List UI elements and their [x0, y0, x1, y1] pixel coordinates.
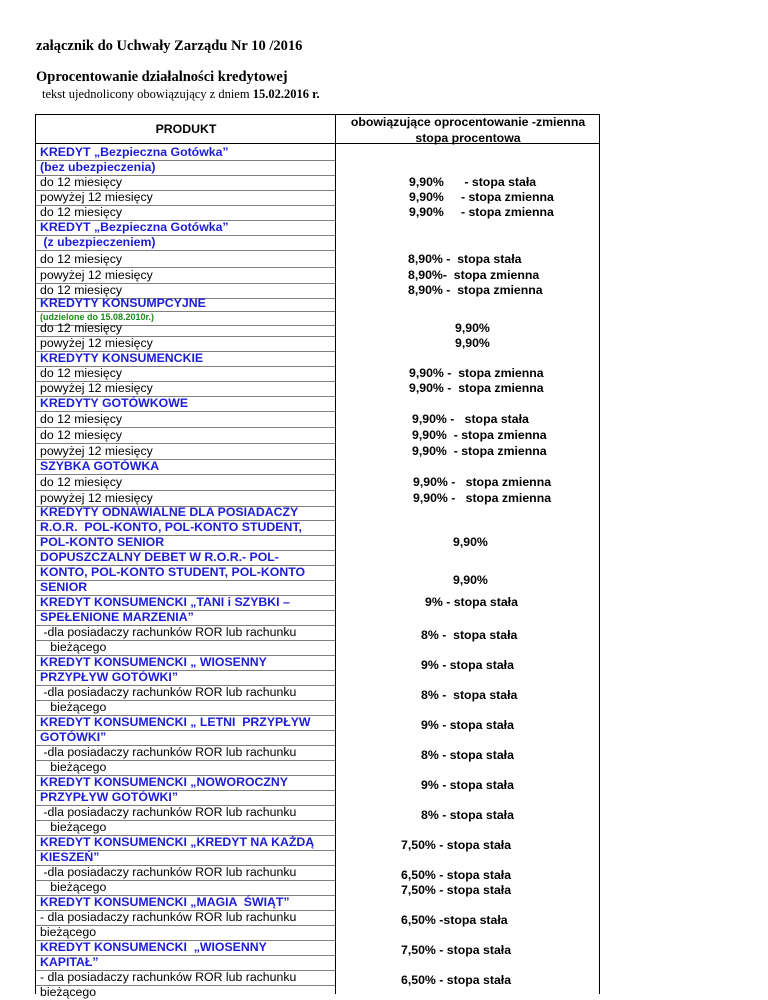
product-line: SPEŁENIONE MARZENIA” [40, 610, 194, 624]
rate-value: 8,90% - stopa stała [408, 252, 522, 266]
product-line: (udzielone do 15.08.2010r.) [40, 312, 155, 322]
product-line: POL-KONTO SENIOR [40, 535, 165, 549]
product-line: KREDYT KONSUMENCKI „KREDYT NA KAŻDĄ [40, 835, 315, 849]
product-line: PRZYPŁYW GOTÓWKI” [40, 790, 178, 804]
rate-value: 8,90% - stopa zmienna [408, 283, 543, 297]
product-line: bieżącego [40, 640, 107, 654]
rate-value: 9,90% - stopa zmienna [409, 190, 554, 204]
product-line: powyżej 12 miesięcy [40, 336, 153, 350]
rate-value: 8% - stopa stała [421, 688, 518, 702]
rate-value: 9,90% - stopa zmienna [409, 381, 544, 395]
effective-date: 15.02.2016 r. [252, 87, 320, 101]
product-line: powyżej 12 miesięcy [40, 268, 153, 282]
product-line: -dla posiadaczy rachunków ROR lub rachunku [40, 685, 297, 699]
product-line: KREDYT „Bezpieczna Gotówka” [40, 145, 229, 159]
rate-value: 8% - stopa stała [421, 808, 514, 822]
product-line: do 12 miesięcy [40, 475, 123, 489]
rate-value: 9,90% - stopa zmienna [412, 428, 547, 442]
rate-value: 6,50% -stopa stała [401, 913, 508, 927]
product-line: KREDYT „Bezpieczna Gotówka” [40, 220, 229, 234]
product-line: SENIOR [40, 580, 88, 594]
product-line: KREDYT KONSUMENCKI „TANI i SZYBKI – [40, 595, 290, 609]
product-line: KIESZEŃ” [40, 850, 100, 864]
product-line: powyżej 12 miesięcy [40, 381, 153, 395]
product-line: KREDYTY KONSUMENCKIE [40, 351, 204, 365]
rate-value: 9,90% - stopa stała [412, 412, 529, 426]
product-line: (bez ubezpieczenia) [40, 160, 156, 174]
rate-value: 7,50% - stopa stała [401, 883, 512, 897]
product-line: bieżącego [40, 880, 107, 894]
product-line: KREDYTY KONSUMPCYJNE [40, 296, 206, 310]
rate-value: 9,90% - stopa zmienna [413, 475, 552, 489]
product-line: R.O.R. POL-KONTO, POL-KONTO STUDENT, [40, 520, 302, 534]
product-line: -dla posiadaczy rachunków ROR lub rachunku [40, 805, 297, 819]
product-line: do 12 miesięcy [40, 412, 123, 426]
rate-value: 9,90% - stopa zmienna [409, 366, 544, 380]
document-subtitle: Oprocentowanie działalności kredytowej [36, 69, 288, 85]
rate-value: 9% - stopa stała [421, 778, 514, 792]
product-line: do 12 miesięcy [40, 252, 123, 266]
product-line: KREDYTY GOTÓWKOWE [40, 396, 189, 410]
product-line: do 12 miesięcy [40, 321, 123, 335]
product-line: - dla posiadaczy rachunków ROR lub rachunku [40, 910, 297, 924]
product-line: SZYBKA GOTÓWKA [40, 459, 160, 473]
product-line: powyżej 12 miesięcy [40, 491, 153, 505]
product-line: do 12 miesięcy [40, 175, 123, 189]
rate-value: 8% - stopa stała [421, 748, 514, 762]
product-line: -dla posiadaczy rachunków ROR lub rachunku [40, 745, 297, 759]
product-line: do 12 miesięcy [40, 205, 123, 219]
product-line: KREDYT KONSUMENCKI „WIOSENNY [40, 940, 267, 954]
rate-value: 9,90% - stopa zmienna [412, 444, 547, 458]
product-line: KREDYT KONSUMENCKI „MAGIA ŚWIĄT” [40, 895, 290, 909]
product-line: KREDYT KONSUMENCKI „ WIOSENNY [40, 655, 267, 669]
rate-value: 9% - stopa stała [421, 658, 514, 672]
rate-value: 9,90% - stopa zmienna [413, 491, 552, 505]
rate-value: 9% - stopa stała [425, 595, 518, 609]
product-line: bieżącego [40, 985, 97, 999]
product-column-header: PRODUKT [155, 122, 217, 136]
document-title: załącznik do Uchwały Zarządu Nr 10 /2016 [36, 38, 303, 54]
product-line: do 12 miesięcy [40, 366, 123, 380]
product-line: do 12 miesięcy [40, 428, 123, 442]
product-line: GOTÓWKI” [40, 730, 107, 744]
product-line: -dla posiadaczy rachunków ROR lub rachunku [40, 865, 297, 879]
product-line: KREDYTY ODNAWIALNE DLA POSIADACZY [40, 505, 299, 519]
product-line: bieżącego [40, 925, 97, 939]
rate-value: 9,90% [455, 321, 490, 335]
rate-column-header: obowiązujące oprocentowanie -zmienna stopa procentowa [350, 115, 586, 145]
product-line: powyżej 12 miesięcy [40, 190, 153, 204]
rate-value: 8,90%- stopa zmienna [408, 268, 540, 282]
product-line: KREDYT KONSUMENCKI „NOWOROCZNY [40, 775, 288, 789]
effective-prefix: tekst ujednolicony obowiązujący z dniem [42, 87, 253, 101]
product-line: KREDYT KONSUMENCKI „ LETNI PRZYPŁYW [40, 715, 311, 729]
rate-value: 7,50% - stopa stała [401, 943, 512, 957]
rate-value: 6,50% - stopa stała [401, 973, 512, 987]
rate-value: 9,90% - stopa zmienna [409, 205, 554, 219]
product-line: powyżej 12 miesięcy [40, 444, 153, 458]
rate-value: 9,90% [453, 535, 488, 549]
product-line: do 12 miesięcy [40, 283, 123, 297]
product-line: KONTO, POL-KONTO STUDENT, POL-KONTO [40, 565, 306, 579]
rate-value: 8% - stopa stała [421, 628, 518, 642]
rate-value: 7,50% - stopa stała [401, 838, 512, 852]
product-line: DOPUSZCZALNY DEBET W R.O.R.- POL- [40, 550, 279, 564]
product-line: bieżącego [40, 700, 107, 714]
product-line: KAPITAŁ” [40, 955, 99, 969]
rate-value: 9% - stopa stała [421, 718, 514, 732]
rate-value: 9,90% - stopa stała [409, 175, 537, 189]
rate-value: 9,90% [453, 573, 488, 587]
product-line: -dla posiadaczy rachunków ROR lub rachunku [40, 625, 297, 639]
rate-value: 9,90% [455, 336, 490, 350]
product-line: PRZYPŁYW GOTÓWKI” [40, 670, 178, 684]
product-line: bieżącego [40, 820, 107, 834]
product-line: - dla posiadaczy rachunków ROR lub rachunku [40, 970, 297, 984]
product-line: bieżącego [40, 760, 107, 774]
product-line: (z ubezpieczeniem) [40, 235, 156, 249]
rate-value: 6,50% - stopa stała [401, 868, 512, 882]
